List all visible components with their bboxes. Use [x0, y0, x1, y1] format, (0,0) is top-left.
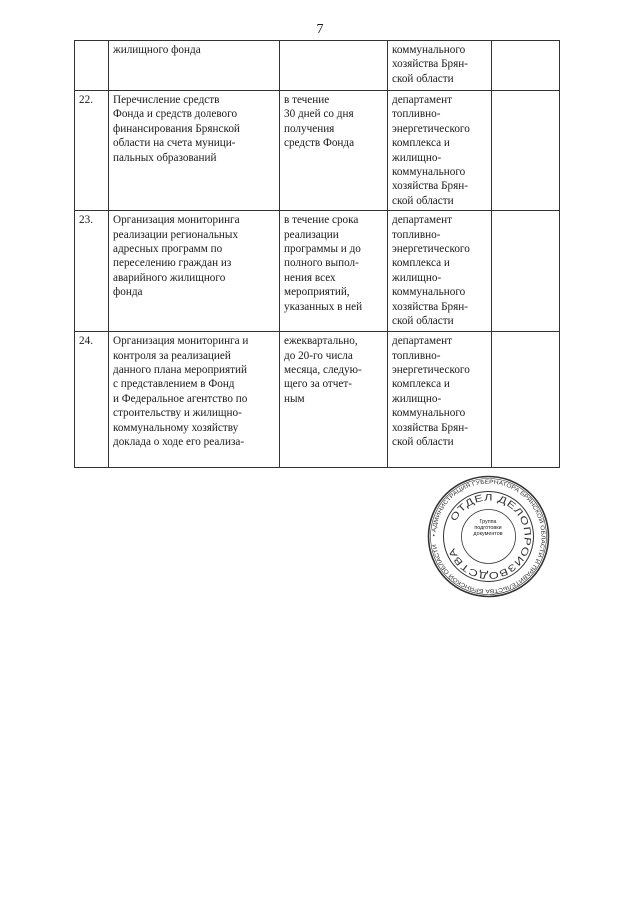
cell-line: до 20-го числа	[284, 349, 353, 362]
cell-line: строительству и жилищно-	[113, 407, 242, 420]
cell-line: программы и до	[284, 243, 361, 256]
cell-line: хозяйства Брян-	[392, 300, 468, 313]
cell-measure	[109, 91, 280, 211]
cell-line: нения всех	[284, 271, 336, 284]
cell-line: энергетического	[392, 243, 470, 256]
cell-line: энергетического	[392, 364, 470, 377]
cell-line: жилищно-	[392, 392, 442, 405]
stamp-center-text	[472, 519, 504, 538]
cell-line: Организация мониторинга	[113, 214, 240, 227]
table-row	[75, 332, 560, 468]
cell-line: коммунального	[392, 286, 466, 299]
cell-executor	[388, 91, 492, 211]
cell-line: коммунального	[392, 44, 466, 56]
cell-measure	[109, 332, 280, 468]
cell-line: Фонда и средств долевого	[113, 108, 238, 121]
cell-line: доклада о ходе его реализа-	[113, 436, 245, 449]
stamp-outer-text: • АДМИНИСТРАЦИЯ ГУБЕРНАТОРА БРЯНСКОЙ ОБЛАСТИ И ПРАВИТЕЛЬСТВА БРЯНСКОЙ ОБЛАСТИ	[431, 479, 546, 594]
cell-line: щего за отчет-	[284, 378, 353, 391]
cell-line: Организация мониторинга и	[113, 335, 249, 348]
cell-line: ской области	[392, 72, 454, 85]
cell-term	[280, 91, 388, 211]
cell-number: 24.	[75, 332, 109, 468]
cell-note	[492, 91, 560, 211]
cell-line: комплекса и	[392, 257, 450, 270]
cell-line: коммунального	[392, 166, 466, 179]
stamp-center-line: документов	[473, 531, 503, 538]
cell-line: хозяйства Брян-	[392, 180, 468, 193]
cell-line: переселению граждан из	[113, 257, 232, 270]
cell-line: полного выпол-	[284, 257, 359, 270]
table-row	[75, 91, 560, 211]
cell-line: фонда	[113, 286, 143, 299]
cell-line: пальных образований	[113, 151, 217, 164]
stamp-center-line: подготовки	[474, 525, 502, 532]
cell-term	[280, 41, 388, 91]
cell-executor	[388, 211, 492, 332]
cell-line: указанных в ней	[284, 300, 363, 313]
cell-number: 22.	[75, 91, 109, 211]
cell-line: топливно-	[392, 108, 441, 121]
cell-line: жилищно-	[392, 151, 442, 164]
cell-line: департамент	[392, 335, 452, 348]
cell-line: хозяйства Брян-	[392, 421, 468, 434]
cell-line: 30 дней со дня	[284, 108, 354, 121]
stamp-middle-text: ОТДЕЛ ДЕЛОПРОИЗВОДСТВА	[447, 492, 533, 581]
cell-line: хозяйства Брян-	[392, 58, 468, 71]
cell-line: реализации региональных	[113, 228, 239, 241]
cell-line: жилищного фонда	[113, 44, 201, 56]
cell-measure	[109, 41, 280, 91]
cell-line: департамент	[392, 214, 452, 227]
cell-line: жилищно-	[392, 271, 442, 284]
cell-line: департамент	[392, 94, 452, 106]
cell-line: данного плана мероприятий	[113, 364, 248, 377]
table-row	[75, 41, 560, 91]
table-row	[75, 211, 560, 332]
cell-line: аварийного жилищного	[113, 271, 226, 284]
official-stamp	[426, 474, 551, 599]
cell-line: ежеквартально,	[284, 335, 358, 348]
cell-line: ской области	[392, 194, 454, 207]
cell-line: комплекса и	[392, 137, 450, 150]
cell-line: коммунального	[392, 407, 466, 420]
cell-number	[75, 41, 109, 91]
cell-line: месяца, следую-	[284, 364, 362, 377]
cell-line: и Федеральное агентство по	[113, 392, 248, 405]
cell-line: с представлением в Фонд	[113, 378, 235, 391]
cell-line: адресных программ по	[113, 243, 223, 256]
cell-line: финансирования Брянской	[113, 122, 240, 135]
cell-line: топливно-	[392, 228, 441, 241]
cell-line: контроля за реализацией	[113, 349, 231, 362]
measures-table	[74, 40, 560, 468]
cell-executor	[388, 41, 492, 91]
cell-line: в течение срока	[284, 214, 359, 227]
cell-line: реализации	[284, 228, 339, 241]
cell-line: Перечисление средств	[113, 94, 220, 106]
cell-line: топливно-	[392, 349, 441, 362]
cell-line: ской области	[392, 315, 454, 328]
cell-term	[280, 332, 388, 468]
cell-line: средств Фонда	[284, 137, 355, 150]
cell-line: ным	[284, 392, 305, 405]
page-number: 7	[316, 22, 324, 37]
cell-line: области на счета муници-	[113, 137, 236, 150]
cell-measure	[109, 211, 280, 332]
cell-note	[492, 332, 560, 468]
cell-line: получения	[284, 122, 335, 135]
cell-executor	[388, 332, 492, 468]
cell-line: в течение	[284, 94, 330, 106]
stamp-center-line: Группа	[479, 519, 497, 525]
cell-note	[492, 41, 560, 91]
cell-line: комплекса и	[392, 378, 450, 391]
cell-line: ской области	[392, 436, 454, 449]
measures-table-body	[75, 41, 560, 468]
cell-line: энергетического	[392, 122, 470, 135]
cell-line: коммунальному хозяйству	[113, 421, 239, 434]
cell-term	[280, 211, 388, 332]
cell-note	[492, 211, 560, 332]
cell-line: мероприятий,	[284, 286, 350, 299]
cell-number: 23.	[75, 211, 109, 332]
